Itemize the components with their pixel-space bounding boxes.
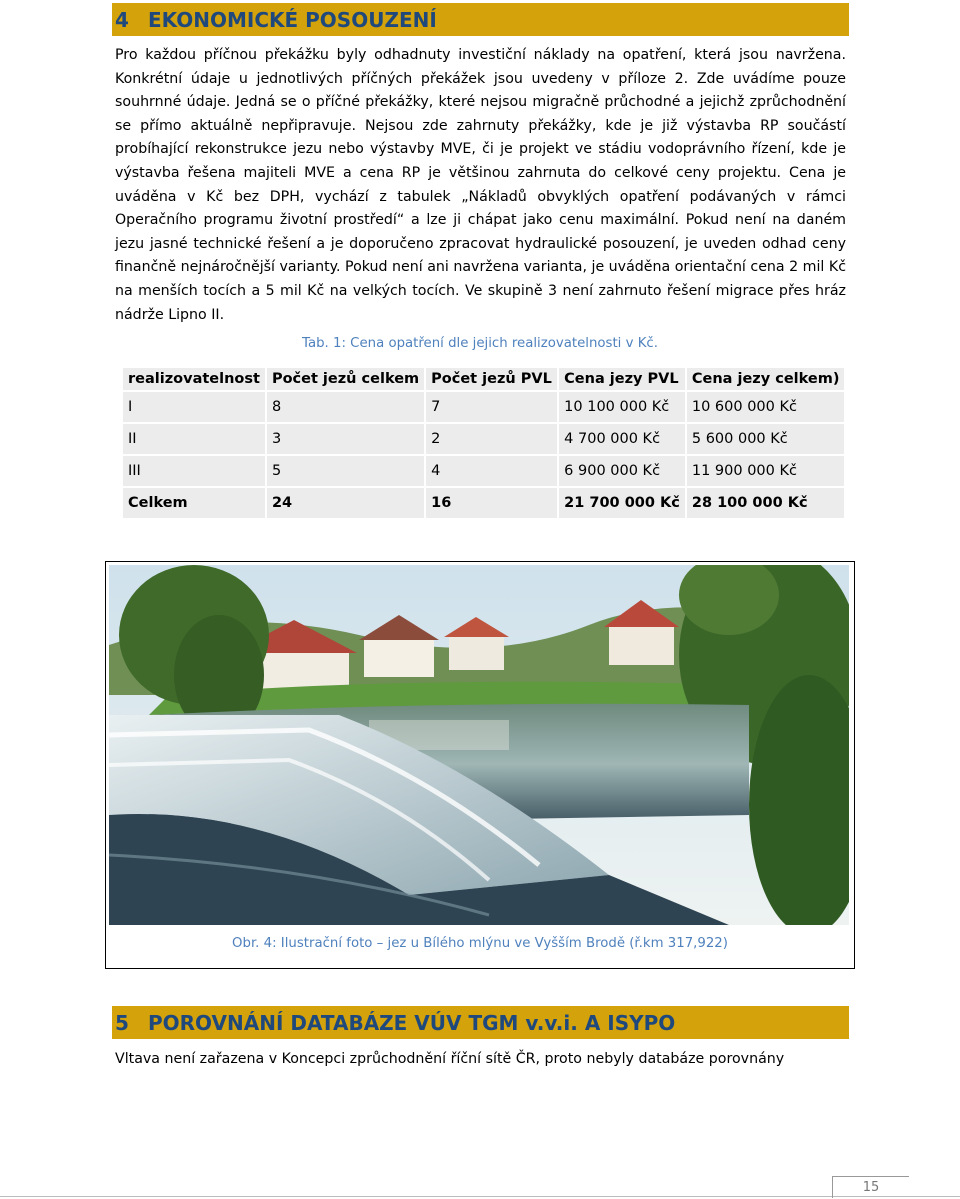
table-total-row <box>123 488 844 518</box>
table-cell: 8 <box>267 392 424 422</box>
table-cell: II <box>123 424 265 454</box>
table-cell: 4 <box>426 456 557 486</box>
table-cell: 10 600 000 Kč <box>687 392 845 422</box>
table-cell: 16 <box>426 488 557 518</box>
section-4-paragraph: Pro každou příčnou překážku byly odhadnuty investiční náklady na opatření, která jsou navržena. Konkrétní údaje u jednotlivých příčných překážek jsou uvedeny v příloze 2. Zde uvádíme pouze souhrnné údaje. Jedná se o příčné překážky, které nejsou migračně průchodné a jejichž zprůchodnění se přímo aktuálně nepřipravuje. Nejsou zde zahrnuty překážky, kde je již výstavba RP součástí probíhající rekonstrukce jezu nebo výstavby MVE, či je projekt ve stádiu vodoprávního řízení, kde je výstavba řešena majiteli MVE a cena RP je většinou zahrnuta do celkové ceny projektu. Cena je uváděna v Kč bez DPH, vychází z tabulek „Nákladů obvyklých opatření podávaných v rámci Operačního programu životní prostředí“ a lze ji chápat jako cenu maximální. Pokud není na daném jezu jasné technické řešení a je doporučeno zpracovat hydraulické posouzení, je uveden odhad ceny finančně nejnáročnější varianty. Pokud není ani navržena varianta, je uváděna orientační cena 2 mil Kč na menších tocích a 5 mil Kč na velkých tocích. Ve skupině 3 není zahrnuto řešení migrace přes hráz nádrže Lipno II. <box>115 47 846 323</box>
table-cell: 2 <box>426 424 557 454</box>
col-header: Počet jezů celkem <box>267 368 424 390</box>
table-cell: 3 <box>267 424 424 454</box>
table-row <box>123 392 844 422</box>
table-cell: III <box>123 456 265 486</box>
col-header: realizovatelnost <box>123 368 265 390</box>
section-4-heading <box>112 3 849 36</box>
table-cell: 11 900 000 Kč <box>687 456 845 486</box>
table-cell: 10 100 000 Kč <box>559 392 685 422</box>
section-5-paragraph: Vltava není zařazena v Koncepci zprůchodnění říční sítě ČR, proto nebyly databáze porovnány <box>115 1051 785 1067</box>
table-cell: 4 700 000 Kč <box>559 424 685 454</box>
table-cell: Celkem <box>123 488 265 518</box>
table-caption: Tab. 1: Cena opatření dle jejich realizovatelnosti v Kč. <box>302 336 658 351</box>
table-cell: 5 <box>267 456 424 486</box>
table-header-row <box>123 368 844 390</box>
table-cell: 28 100 000 Kč <box>687 488 845 518</box>
section-number: 5 <box>115 1010 129 1035</box>
col-header: Počet jezů PVL <box>426 368 557 390</box>
section-5-heading <box>112 1006 849 1039</box>
figure-frame <box>105 561 855 969</box>
table-cell: 24 <box>267 488 424 518</box>
section-title: EKONOMICKÉ POSOUZENÍ <box>148 7 437 32</box>
section-number: 4 <box>115 7 129 32</box>
table-cell: 6 900 000 Kč <box>559 456 685 486</box>
figure-caption: Obr. 4: Ilustrační foto – jez u Bílého mlýnu ve Vyšším Brodě (ř.km 317,922) <box>232 936 728 951</box>
table-cell: 21 700 000 Kč <box>559 488 685 518</box>
weir-photo <box>109 565 849 925</box>
section-title: POROVNÁNÍ DATABÁZE VÚV TGM v.v.i. A ISYPO <box>148 1010 676 1035</box>
footer-rule <box>0 1196 960 1197</box>
col-header: Cena jezy celkem) <box>687 368 845 390</box>
table-cell: 7 <box>426 392 557 422</box>
weir-illustration <box>109 565 849 925</box>
table-row <box>123 456 844 486</box>
table-row <box>123 424 844 454</box>
table-cell: 5 600 000 Kč <box>687 424 845 454</box>
table-cell: I <box>123 392 265 422</box>
page-number: 15 <box>832 1176 909 1198</box>
col-header: Cena jezy PVL <box>559 368 685 390</box>
cost-table <box>121 366 846 520</box>
